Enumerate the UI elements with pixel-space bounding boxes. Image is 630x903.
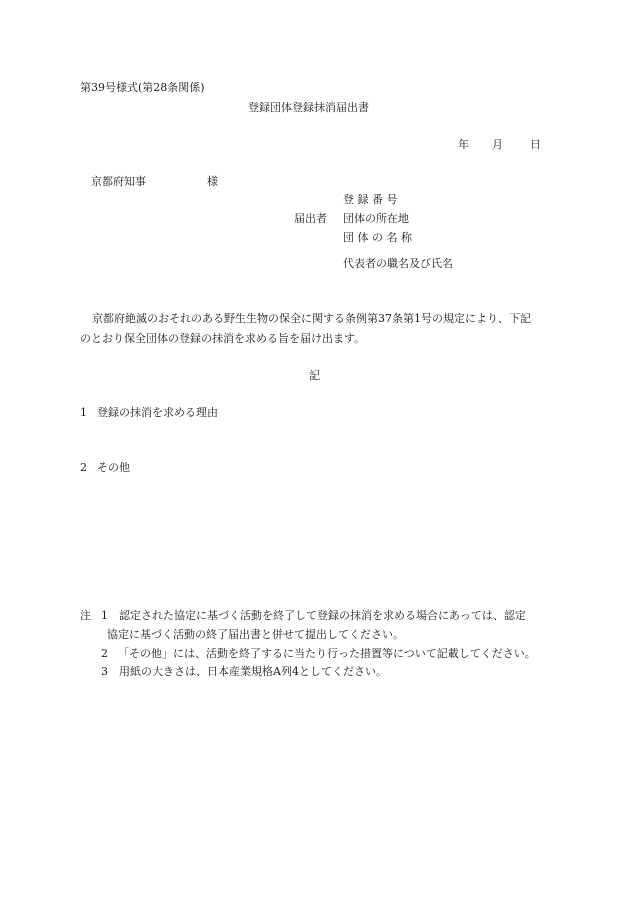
ki-heading: 記 [309, 369, 320, 382]
form-number: 第39号様式(第28条関係) [80, 81, 205, 94]
note-3-number: 3 [101, 665, 108, 678]
note-3-text: 用紙の大きさは、日本産業規格A列4としてください。 [119, 665, 387, 678]
addressee-honorific: 様 [207, 175, 218, 188]
note-2-text: 「その他」には、活動を終了するに当たり行った措置等について記載してください。 [118, 647, 536, 660]
applicant-label: 届出者 [294, 212, 327, 225]
note-1-line-1: 認定された協定に基づく活動を終了して登録の抹消を求める場合にあっては、認定 [119, 609, 526, 622]
addressee-name: 京都府知事 [91, 175, 146, 188]
body-text-line-1: 京都府絶滅のおそれのある野生生物の保全に関する条例第37条第1号の規定により、下記 [92, 312, 531, 325]
date-month: 月 [492, 138, 503, 151]
note-1-number: 1 [101, 609, 108, 622]
date-year: 年 [458, 138, 469, 151]
item-2-text: その他 [97, 461, 130, 474]
body-text-line-2: のとおり保全団体の登録の抹消を求める旨を届け出ます。 [80, 332, 366, 345]
notes-label: 注 [80, 609, 91, 622]
item-1-number: 1 [80, 406, 87, 419]
group-name-label: 団 体 の 名 称 [343, 231, 412, 244]
note-2-number: 2 [101, 647, 108, 660]
registration-number-label: 登 録 番 号 [343, 193, 398, 206]
item-2-number: 2 [80, 461, 87, 474]
page-title: 登録団体登録抹消届出書 [248, 101, 369, 114]
representative-label: 代表者の職名及び氏名 [343, 257, 453, 270]
group-location-label: 団体の所在地 [343, 212, 409, 225]
item-1-text: 登録の抹消を求める理由 [97, 406, 218, 419]
note-1-line-2: 協定に基づく活動の終了届出書と併せて提出してください。 [107, 628, 404, 641]
date-day: 日 [530, 138, 541, 151]
